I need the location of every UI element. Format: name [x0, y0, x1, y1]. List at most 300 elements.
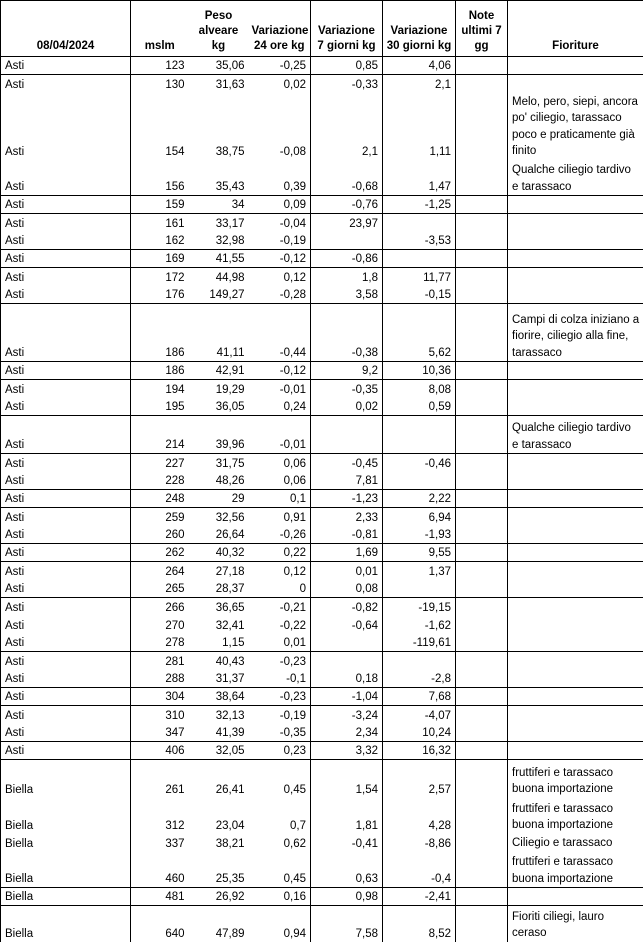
location-cell[interactable]: Asti: [1, 232, 131, 250]
note-cell[interactable]: [456, 688, 508, 706]
weight-cell[interactable]: 26,92: [189, 888, 249, 906]
altitude-cell[interactable]: 265: [165, 583, 185, 595]
altitude-cell[interactable]: 264: [131, 562, 189, 580]
var7-cell[interactable]: -0,86: [311, 250, 383, 268]
note-cell[interactable]: [456, 286, 508, 304]
var30-cell[interactable]: -1,93: [383, 526, 456, 544]
var30-cell[interactable]: -4,07: [383, 706, 456, 724]
var7-cell[interactable]: 1,54: [311, 760, 383, 798]
var24-cell[interactable]: -0,26: [249, 526, 311, 544]
weight-cell[interactable]: 40,32: [189, 544, 249, 562]
weight-cell[interactable]: 40,43: [189, 652, 249, 670]
fioriture-cell[interactable]: [508, 490, 643, 508]
fioriture-cell[interactable]: Campi di colza iniziano a fiorire, ciliegio alla fine, tarassaco: [508, 304, 643, 362]
var7-cell[interactable]: 23,97: [311, 214, 383, 232]
var30-cell[interactable]: -0,46: [383, 454, 456, 472]
var30-cell[interactable]: 2,57: [383, 760, 456, 798]
fioriture-cell[interactable]: [508, 398, 643, 416]
var7-cell[interactable]: -0,81: [311, 526, 383, 544]
var7-cell[interactable]: 3,58: [311, 286, 383, 304]
var24-cell[interactable]: 0: [249, 580, 311, 598]
var24-cell[interactable]: 0,01: [249, 634, 311, 652]
fioriture-cell[interactable]: Fioriti ciliegi, lauro ceraso: [508, 906, 643, 942]
note-cell[interactable]: [456, 742, 508, 760]
var24-cell[interactable]: -0,1: [249, 670, 311, 688]
fioriture-cell[interactable]: [508, 526, 643, 544]
weight-cell[interactable]: 41,55: [189, 250, 249, 268]
note-cell[interactable]: [456, 580, 508, 598]
var24-cell[interactable]: 0,02: [249, 75, 311, 93]
fioriture-cell[interactable]: [508, 286, 643, 304]
weight-cell[interactable]: 38,75: [215, 145, 245, 158]
var30-cell[interactable]: [383, 416, 456, 454]
var30-cell[interactable]: -0,4: [383, 852, 456, 888]
var7-cell[interactable]: 1,81: [311, 798, 383, 834]
altitude-cell[interactable]: 194: [131, 380, 189, 398]
location-cell[interactable]: Asti: [1, 250, 131, 268]
var7-cell[interactable]: 0,98: [311, 888, 383, 906]
var30-cell[interactable]: -1,25: [383, 196, 456, 214]
fioriture-cell[interactable]: [508, 888, 643, 906]
var24-cell[interactable]: -0,22: [249, 616, 311, 634]
header-date[interactable]: 08/04/2024: [1, 1, 131, 57]
var7-cell[interactable]: 0,63: [311, 852, 383, 888]
note-cell[interactable]: [456, 598, 508, 616]
var7-cell[interactable]: 7,58: [311, 906, 383, 942]
altitude-cell[interactable]: 261: [131, 760, 189, 798]
weight-cell[interactable]: 41,39: [215, 727, 245, 739]
altitude-cell[interactable]: 130: [131, 75, 189, 93]
weight-cell[interactable]: 25,35: [215, 873, 245, 885]
var7-cell[interactable]: 0,85: [311, 57, 383, 75]
var30-cell[interactable]: 8,52: [383, 906, 456, 942]
var7-cell[interactable]: [311, 634, 383, 652]
fioriture-cell[interactable]: fruttiferi e tarassaco buona importazione: [508, 852, 643, 888]
altitude-cell[interactable]: 288: [165, 673, 185, 685]
var7-cell[interactable]: [311, 232, 383, 250]
note-cell[interactable]: [456, 724, 508, 742]
weight-cell[interactable]: 38,64: [189, 688, 249, 706]
var24-cell[interactable]: -0,23: [249, 652, 311, 670]
fioriture-cell[interactable]: [508, 214, 643, 232]
var30-cell[interactable]: -8,86: [383, 834, 456, 852]
note-cell[interactable]: [456, 250, 508, 268]
weight-cell[interactable]: 36,65: [189, 598, 249, 616]
altitude-cell[interactable]: 406: [131, 742, 189, 760]
var24-cell[interactable]: 0,1: [249, 490, 311, 508]
altitude-cell[interactable]: 172: [131, 268, 189, 286]
note-cell[interactable]: [456, 634, 508, 652]
note-cell[interactable]: [456, 798, 508, 834]
var30-cell[interactable]: -1,62: [383, 616, 456, 634]
location-cell[interactable]: Asti: [1, 416, 131, 454]
weight-cell[interactable]: 29: [189, 490, 249, 508]
location-cell[interactable]: Asti: [1, 268, 131, 286]
fioriture-cell[interactable]: [508, 544, 643, 562]
fioriture-cell[interactable]: [508, 57, 643, 75]
altitude-cell[interactable]: 156: [165, 181, 185, 193]
fioriture-cell[interactable]: [508, 562, 643, 580]
weight-cell[interactable]: 23,04: [215, 819, 245, 832]
location-cell[interactable]: Biella: [1, 906, 131, 942]
weight-cell[interactable]: 32,05: [189, 742, 249, 760]
fioriture-cell[interactable]: [508, 472, 643, 490]
var24-cell[interactable]: -0,23: [249, 688, 311, 706]
location-cell[interactable]: Asti: [1, 616, 131, 634]
var24-cell[interactable]: 0,22: [249, 544, 311, 562]
altitude-cell[interactable]: 481: [131, 888, 189, 906]
location-cell[interactable]: Asti: [1, 724, 131, 742]
location-cell[interactable]: Asti: [1, 544, 131, 562]
var24-cell[interactable]: -0,01: [249, 416, 311, 454]
note-cell[interactable]: [456, 888, 508, 906]
var30-cell[interactable]: 9,55: [383, 544, 456, 562]
var30-cell[interactable]: 1,11: [383, 93, 456, 160]
fioriture-cell[interactable]: [508, 580, 643, 598]
weight-cell[interactable]: 31,37: [215, 673, 245, 685]
var30-cell[interactable]: 6,94: [383, 508, 456, 526]
location-cell[interactable]: Asti: [1, 57, 131, 75]
fioriture-cell[interactable]: [508, 670, 643, 688]
altitude-cell[interactable]: 310: [131, 706, 189, 724]
weight-cell[interactable]: 36,05: [215, 401, 245, 413]
fioriture-cell[interactable]: [508, 652, 643, 670]
altitude-cell[interactable]: 262: [131, 544, 189, 562]
location-cell[interactable]: Asti: [1, 286, 131, 304]
location-cell[interactable]: Asti: [1, 670, 131, 688]
note-cell[interactable]: [456, 852, 508, 888]
weight-cell[interactable]: 38,21: [215, 837, 245, 850]
note-cell[interactable]: [456, 544, 508, 562]
note-cell[interactable]: [456, 760, 508, 798]
var30-cell[interactable]: 4,06: [383, 57, 456, 75]
location-cell[interactable]: Asti: [1, 362, 131, 380]
var24-cell[interactable]: 0,45: [249, 852, 311, 888]
var30-cell[interactable]: [383, 580, 456, 598]
weight-cell[interactable]: 34: [189, 196, 249, 214]
header-var7[interactable]: Variazione 7 giorni kg: [311, 1, 383, 57]
location-cell[interactable]: Asti: [1, 196, 131, 214]
var7-cell[interactable]: -0,76: [311, 196, 383, 214]
weight-cell[interactable]: 44,98: [189, 268, 249, 286]
altitude-cell[interactable]: 266: [131, 598, 189, 616]
note-cell[interactable]: [456, 214, 508, 232]
altitude-cell[interactable]: 123: [131, 57, 189, 75]
altitude-cell[interactable]: 312: [165, 819, 185, 832]
note-cell[interactable]: [456, 616, 508, 634]
weight-cell[interactable]: 32,56: [189, 508, 249, 526]
var24-cell[interactable]: 0,06: [249, 454, 311, 472]
note-cell[interactable]: [456, 652, 508, 670]
var30-cell[interactable]: [383, 214, 456, 232]
var7-cell[interactable]: 0,08: [311, 580, 383, 598]
note-cell[interactable]: [456, 472, 508, 490]
weight-cell[interactable]: 35,06: [189, 57, 249, 75]
altitude-cell[interactable]: 154: [165, 145, 185, 158]
note-cell[interactable]: [456, 380, 508, 398]
location-cell[interactable]: Asti: [1, 454, 131, 472]
weight-cell[interactable]: 33,17: [189, 214, 249, 232]
fioriture-cell[interactable]: [508, 268, 643, 286]
var7-cell[interactable]: -0,45: [311, 454, 383, 472]
fioriture-cell[interactable]: fruttiferi e tarassaco buona importazione: [508, 760, 643, 798]
note-cell[interactable]: [456, 304, 508, 362]
fioriture-cell[interactable]: [508, 742, 643, 760]
fioriture-cell[interactable]: [508, 250, 643, 268]
var7-cell[interactable]: 2,33: [311, 508, 383, 526]
weight-cell[interactable]: 31,63: [189, 75, 249, 93]
location-cell[interactable]: Asti: [1, 706, 131, 724]
altitude-cell[interactable]: 228: [165, 475, 185, 487]
var7-cell[interactable]: 0,02: [311, 398, 383, 416]
var30-cell[interactable]: 1,47: [383, 160, 456, 196]
fioriture-cell[interactable]: [508, 508, 643, 526]
note-cell[interactable]: [456, 93, 508, 160]
location-cell[interactable]: Asti: [1, 160, 131, 196]
fioriture-cell[interactable]: Qualche ciliegio tardivo e tarassaco: [508, 160, 643, 196]
var24-cell[interactable]: -0,04: [249, 214, 311, 232]
var24-cell[interactable]: 0,12: [249, 268, 311, 286]
header-fioriture[interactable]: Fioriture: [508, 1, 643, 57]
var30-cell[interactable]: -2,8: [383, 670, 456, 688]
fioriture-cell[interactable]: [508, 196, 643, 214]
var7-cell[interactable]: 1,8: [311, 268, 383, 286]
fioriture-cell[interactable]: Qualche ciliegio tardivo e tarassaco: [508, 416, 643, 454]
location-cell[interactable]: Asti: [1, 214, 131, 232]
note-cell[interactable]: [456, 398, 508, 416]
altitude-cell[interactable]: 260: [165, 529, 185, 541]
weight-cell[interactable]: 32,41: [215, 619, 245, 632]
weight-cell[interactable]: 149,27: [209, 289, 245, 301]
fioriture-cell[interactable]: [508, 724, 643, 742]
location-cell[interactable]: Asti: [1, 652, 131, 670]
altitude-cell[interactable]: 281: [131, 652, 189, 670]
note-cell[interactable]: [456, 196, 508, 214]
weight-cell[interactable]: 27,18: [189, 562, 249, 580]
weight-cell[interactable]: 32,13: [189, 706, 249, 724]
var7-cell[interactable]: 2,1: [311, 93, 383, 160]
fioriture-cell[interactable]: [508, 232, 643, 250]
var7-cell[interactable]: -1,23: [311, 490, 383, 508]
location-cell[interactable]: Biella: [1, 760, 131, 798]
header-note[interactable]: Note ultimi 7 gg: [456, 1, 508, 57]
location-cell[interactable]: Asti: [1, 472, 131, 490]
location-cell[interactable]: Asti: [1, 380, 131, 398]
var24-cell[interactable]: 0,23: [249, 742, 311, 760]
var7-cell[interactable]: 9,2: [311, 362, 383, 380]
location-cell[interactable]: Asti: [1, 304, 131, 362]
altitude-cell[interactable]: 259: [131, 508, 189, 526]
note-cell[interactable]: [456, 57, 508, 75]
weight-cell[interactable]: 1,15: [222, 637, 245, 649]
weight-cell[interactable]: 47,89: [189, 906, 249, 942]
fioriture-cell[interactable]: [508, 688, 643, 706]
var24-cell[interactable]: 0,7: [249, 798, 311, 834]
var30-cell[interactable]: [383, 472, 456, 490]
var24-cell[interactable]: -0,44: [249, 304, 311, 362]
note-cell[interactable]: [456, 490, 508, 508]
var7-cell[interactable]: -0,33: [311, 75, 383, 93]
var24-cell[interactable]: -0,25: [249, 57, 311, 75]
var24-cell[interactable]: 0,94: [249, 906, 311, 942]
var7-cell[interactable]: -3,24: [311, 706, 383, 724]
var24-cell[interactable]: 0,39: [249, 160, 311, 196]
var24-cell[interactable]: -0,19: [249, 706, 311, 724]
note-cell[interactable]: [456, 454, 508, 472]
location-cell[interactable]: Asti: [1, 93, 131, 160]
var30-cell[interactable]: 2,22: [383, 490, 456, 508]
var30-cell[interactable]: [383, 652, 456, 670]
var7-cell[interactable]: -0,82: [311, 598, 383, 616]
fioriture-cell[interactable]: [508, 75, 643, 93]
altitude-cell[interactable]: 176: [165, 289, 185, 301]
header-var24[interactable]: Variazione 24 ore kg: [249, 1, 311, 57]
var30-cell[interactable]: 5,62: [383, 304, 456, 362]
var30-cell[interactable]: 7,68: [383, 688, 456, 706]
altitude-cell[interactable]: 195: [165, 401, 185, 413]
var30-cell[interactable]: -119,61: [383, 634, 456, 652]
altitude-cell[interactable]: 278: [165, 637, 185, 649]
note-cell[interactable]: [456, 75, 508, 93]
weight-cell[interactable]: 26,64: [215, 529, 245, 541]
altitude-cell[interactable]: 227: [131, 454, 189, 472]
note-cell[interactable]: [456, 706, 508, 724]
var24-cell[interactable]: 0,12: [249, 562, 311, 580]
location-cell[interactable]: Asti: [1, 634, 131, 652]
var7-cell[interactable]: -0,64: [311, 616, 383, 634]
location-cell[interactable]: Asti: [1, 688, 131, 706]
fioriture-cell[interactable]: Melo, pero, siepi, ancora po' ciliegio, tarassaco poco e praticamente già finito: [508, 93, 643, 160]
location-cell[interactable]: Biella: [1, 834, 131, 852]
var7-cell[interactable]: [311, 652, 383, 670]
note-cell[interactable]: [456, 670, 508, 688]
var24-cell[interactable]: -0,12: [249, 250, 311, 268]
var24-cell[interactable]: 0,24: [249, 398, 311, 416]
var7-cell[interactable]: [311, 416, 383, 454]
header-var30[interactable]: Variazione 30 giorni kg: [383, 1, 456, 57]
var30-cell[interactable]: 4,28: [383, 798, 456, 834]
location-cell[interactable]: Asti: [1, 398, 131, 416]
altitude-cell[interactable]: 248: [131, 490, 189, 508]
fioriture-cell[interactable]: [508, 362, 643, 380]
header-peso[interactable]: Peso alveare kg: [189, 1, 249, 57]
var30-cell[interactable]: 10,36: [383, 362, 456, 380]
var30-cell[interactable]: 11,77: [383, 268, 456, 286]
weight-cell[interactable]: 41,11: [189, 304, 249, 362]
var30-cell[interactable]: 2,1: [383, 75, 456, 93]
note-cell[interactable]: [456, 362, 508, 380]
var24-cell[interactable]: -0,01: [249, 380, 311, 398]
var30-cell[interactable]: 8,08: [383, 380, 456, 398]
var7-cell[interactable]: -0,35: [311, 380, 383, 398]
var7-cell[interactable]: 7,81: [311, 472, 383, 490]
weight-cell[interactable]: 28,37: [215, 583, 245, 595]
location-cell[interactable]: Asti: [1, 562, 131, 580]
header-mslm[interactable]: mslm: [131, 1, 189, 57]
location-cell[interactable]: Biella: [1, 798, 131, 834]
var30-cell[interactable]: -2,41: [383, 888, 456, 906]
var30-cell[interactable]: 1,37: [383, 562, 456, 580]
fioriture-cell[interactable]: Ciliegio e tarassaco: [508, 834, 643, 852]
weight-cell[interactable]: 19,29: [189, 380, 249, 398]
altitude-cell[interactable]: 186: [131, 304, 189, 362]
location-cell[interactable]: Asti: [1, 580, 131, 598]
var30-cell[interactable]: 10,24: [383, 724, 456, 742]
var24-cell[interactable]: -0,21: [249, 598, 311, 616]
var24-cell[interactable]: -0,12: [249, 362, 311, 380]
var24-cell[interactable]: 0,91: [249, 508, 311, 526]
var24-cell[interactable]: 0,06: [249, 472, 311, 490]
fioriture-cell[interactable]: [508, 454, 643, 472]
location-cell[interactable]: Asti: [1, 508, 131, 526]
var24-cell[interactable]: 0,62: [249, 834, 311, 852]
location-cell[interactable]: Biella: [1, 852, 131, 888]
var30-cell[interactable]: 16,32: [383, 742, 456, 760]
location-cell[interactable]: Biella: [1, 888, 131, 906]
altitude-cell[interactable]: 347: [165, 727, 185, 739]
var7-cell[interactable]: -1,04: [311, 688, 383, 706]
weight-cell[interactable]: 35,43: [215, 181, 245, 193]
note-cell[interactable]: [456, 526, 508, 544]
altitude-cell[interactable]: 337: [165, 837, 185, 850]
var7-cell[interactable]: -0,68: [311, 160, 383, 196]
fioriture-cell[interactable]: [508, 634, 643, 652]
var30-cell[interactable]: 0,59: [383, 398, 456, 416]
var30-cell[interactable]: -3,53: [383, 232, 456, 250]
location-cell[interactable]: Asti: [1, 75, 131, 93]
weight-cell[interactable]: 42,91: [189, 362, 249, 380]
fioriture-cell[interactable]: [508, 616, 643, 634]
location-cell[interactable]: Asti: [1, 490, 131, 508]
var24-cell[interactable]: 0,09: [249, 196, 311, 214]
weight-cell[interactable]: 31,75: [189, 454, 249, 472]
altitude-cell[interactable]: 214: [131, 416, 189, 454]
var24-cell[interactable]: 0,45: [249, 760, 311, 798]
fioriture-cell[interactable]: fruttiferi e tarassaco buona importazione: [508, 798, 643, 834]
var30-cell[interactable]: -0,15: [383, 286, 456, 304]
var24-cell[interactable]: -0,19: [249, 232, 311, 250]
var7-cell[interactable]: -0,38: [311, 304, 383, 362]
location-cell[interactable]: Asti: [1, 742, 131, 760]
weight-cell[interactable]: 32,98: [215, 235, 245, 247]
fioriture-cell[interactable]: [508, 380, 643, 398]
var24-cell[interactable]: -0,28: [249, 286, 311, 304]
var30-cell[interactable]: [383, 250, 456, 268]
altitude-cell[interactable]: 640: [131, 906, 189, 942]
weight-cell[interactable]: 26,41: [189, 760, 249, 798]
var7-cell[interactable]: 0,01: [311, 562, 383, 580]
var7-cell[interactable]: 2,34: [311, 724, 383, 742]
fioriture-cell[interactable]: [508, 706, 643, 724]
var7-cell[interactable]: 1,69: [311, 544, 383, 562]
var24-cell[interactable]: -0,08: [249, 93, 311, 160]
note-cell[interactable]: [456, 416, 508, 454]
note-cell[interactable]: [456, 562, 508, 580]
var7-cell[interactable]: 0,18: [311, 670, 383, 688]
location-cell[interactable]: Asti: [1, 598, 131, 616]
altitude-cell[interactable]: 460: [165, 873, 185, 885]
note-cell[interactable]: [456, 232, 508, 250]
altitude-cell[interactable]: 159: [131, 196, 189, 214]
altitude-cell[interactable]: 169: [131, 250, 189, 268]
note-cell[interactable]: [456, 834, 508, 852]
var24-cell[interactable]: 0,16: [249, 888, 311, 906]
location-cell[interactable]: Asti: [1, 526, 131, 544]
altitude-cell[interactable]: 162: [165, 235, 185, 247]
weight-cell[interactable]: 39,96: [189, 416, 249, 454]
var7-cell[interactable]: 3,32: [311, 742, 383, 760]
note-cell[interactable]: [456, 906, 508, 942]
